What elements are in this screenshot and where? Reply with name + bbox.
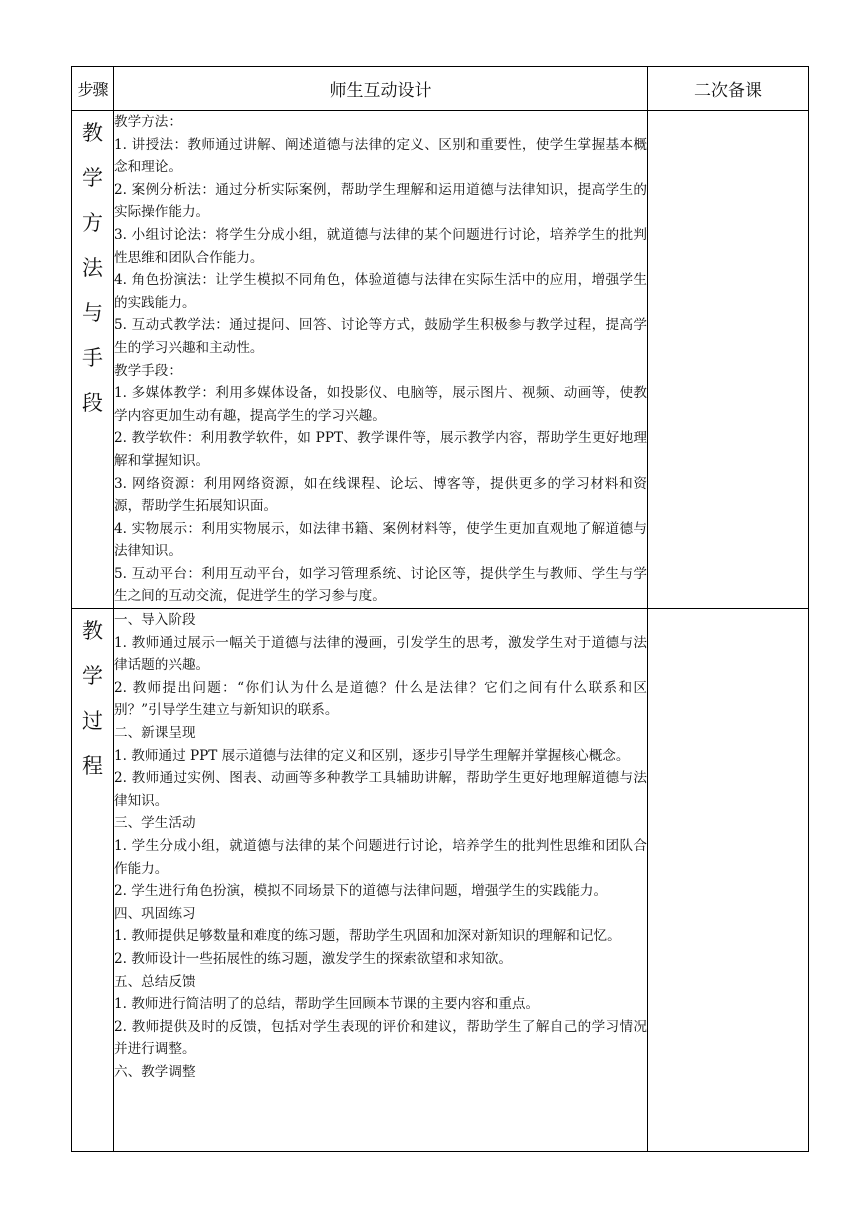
- step-char: 程: [82, 754, 103, 779]
- step-char: 过: [82, 709, 103, 734]
- content-line: 教学方法：: [114, 114, 182, 130]
- content-line: 2. 学生进行角色扮演，模拟不同场景下的道德与法律问题，增强学生的实践能力。: [114, 883, 608, 900]
- design-content: [114, 609, 648, 1152]
- second-prep-cell: [648, 609, 809, 1152]
- lesson-plan-table: [71, 66, 809, 1152]
- step-char: 手: [82, 346, 103, 370]
- content-line: 2. 案例分析法：通过分析实际案例，帮助学生理解和运用道德与法律知识，提高学生的实际操作能力。: [114, 181, 647, 221]
- content-line: 1. 教师通过 PPT 展示道德与法律的定义和区别，逐步引导学生理解并掌握核心概念。: [114, 747, 630, 764]
- content-line: 一、导入阶段: [114, 612, 196, 629]
- content-line: 2. 教师设计一些拓展性的练习题，激发学生的探索欲望和求知欲。: [114, 950, 512, 967]
- content-line: 六、教学调整: [114, 1063, 196, 1080]
- content-line: 1. 学生分成小组，就道德与法律的某个问题进行讨论，培养学生的批判性思维和团队合作能力。: [114, 838, 647, 877]
- content-line: 2. 教学软件：利用教学软件，如 PPT、教学课件等，展示教学内容，帮助学生更好地理解和掌握知识。: [114, 430, 647, 469]
- step-char: 方: [82, 211, 103, 235]
- step-char: 教: [82, 619, 103, 644]
- content-line: 4. 实物展示：利用实物展示，如法律书籍、案例材料等，使学生更加直观地了解道德与法律知识。: [114, 520, 647, 560]
- content-line: 二、新课呈现: [114, 725, 196, 742]
- content-line: 2. 教师通过实例、图表、动画等多种教学工具辅助讲解，帮助学生更好地理解道德与法律知识。: [114, 770, 647, 809]
- content-line: 1. 教师通过展示一幅关于道德与法律的漫画，引发学生的思考，激发学生对于道德与法律话题的兴趣。: [114, 634, 647, 674]
- step-char: 教: [82, 121, 103, 145]
- table-header-row: [72, 67, 809, 111]
- step-char: 与: [82, 301, 103, 325]
- content-line: 5. 互动平台：利用互动平台，如学习管理系统、讨论区等，提供学生与教师、学生与学生之间的互动交流，促进学生的学习参与度。: [114, 565, 647, 605]
- step-cell: [72, 111, 114, 609]
- content-line: 3. 网络资源：利用网络资源，如在线课程、论坛、博客等，提供更多的学习材料和资源，帮助学生拓展知识面。: [114, 475, 647, 515]
- content-line: 1. 教师进行简洁明了的总结，帮助学生回顾本节课的主要内容和重点。: [114, 996, 540, 1013]
- content-line: 教学手段：: [114, 362, 182, 379]
- content-line: 4. 角色扮演法：让学生模拟不同角色，体验道德与法律在实际生活中的应用，增强学生的实践能力。: [114, 272, 647, 311]
- content-line: 五、总结反馈: [114, 973, 196, 990]
- content-line: 5. 互动式教学法：通过提问、回答、讨论等方式，鼓励学生积极参与教学过程，提高学生的学习兴趣和主动性。: [114, 317, 647, 356]
- content-line: 1. 多媒体教学：利用多媒体设备，如投影仪、电脑等，展示图片、视频、动画等，使教学内容更加生动有趣，提高学生的学习兴趣。: [114, 385, 647, 424]
- content-line: 1. 讲授法：教师通过讲解、阐述道德与法律的定义、区别和重要性，使学生掌握基本概念和理论。: [114, 136, 647, 176]
- header-design: 师生互动设计: [114, 67, 648, 111]
- content-line: 2. 教师提出问题：“你们认为什么是道德？什么是法律？它们之间有什么联系和区别？”引导学生建立与新知识的联系。: [114, 679, 647, 719]
- content-line: 3. 小组讨论法：将学生分成小组，就道德与法律的某个问题进行讨论，培养学生的批判性思维和团队合作能力。: [114, 226, 647, 266]
- second-prep-cell: [648, 111, 809, 609]
- design-content: [114, 111, 648, 609]
- step-cell: [72, 609, 114, 1152]
- header-second-prep: 二次备课: [648, 67, 809, 111]
- step-char: 法: [82, 256, 103, 280]
- table-row: [72, 111, 809, 609]
- table-row: [72, 609, 809, 1152]
- content-line: 三、学生活动: [114, 815, 196, 832]
- content-line: 2. 教师提供及时的反馈，包括对学生表现的评价和建议，帮助学生了解自己的学习情况并进行调整。: [114, 1018, 647, 1058]
- step-char: 学: [82, 166, 103, 190]
- content-line: 1. 教师提供足够数量和难度的练习题，帮助学生巩固和加深对新知识的理解和记忆。: [114, 928, 621, 945]
- content-line: 四、巩固练习: [114, 905, 196, 922]
- step-char: 学: [82, 664, 103, 689]
- step-char: 段: [82, 391, 103, 415]
- header-step: 步骤: [72, 67, 114, 111]
